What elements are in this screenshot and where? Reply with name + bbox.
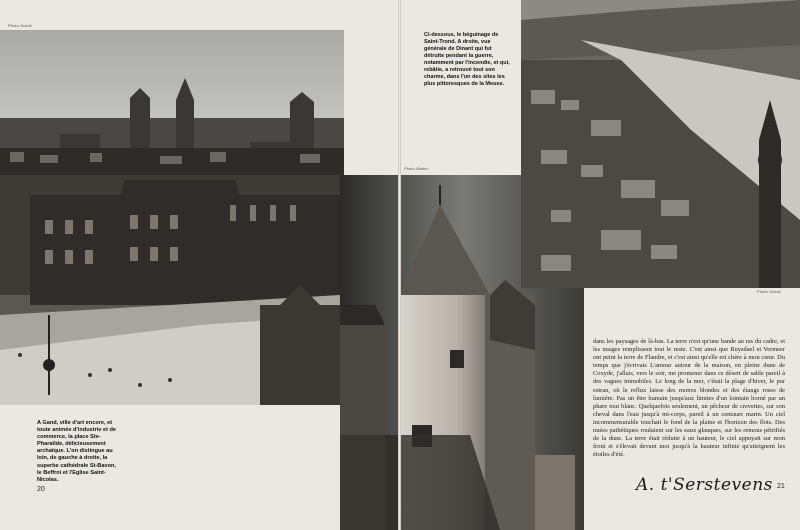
left-caption: A Gand, ville d'art encore, et toute animée d'industrie et de commerce, la place Ste-Pharaïlde, délicieusement archaïque. L'on distingue au loin, de gauche à droite, la superbe cathédrale St-Bavon, le Beffroi et l'Eglise Saint-Nicolas.: [37, 420, 117, 483]
page-gutter: [398, 0, 401, 530]
page-number-left: 20: [37, 486, 45, 493]
ghent-skyline-photo: [0, 30, 344, 175]
center-caption: Ci-dessous, le béguinage de Saint-Trond. A droite, vue générale de Dinant qui fut détruite pendant la guerre, notamment par l'incendie, et qui, rebâtie, a retrouvé tout son charme, dans l'un des sites les plus pittoresques de la Meuse.: [424, 32, 510, 87]
article-body-text: dans les paysages de là-bas. La terre n'est qu'une bande au ras du cadre, et les nuages remplissent tout le reste. C'est ainsi que Ruysdael et Vermeer ont peint la terre de Flandre, et c'est ainsi qu'elle est chère à mon cœur. Du temps que j'écrivais L'amour autour de la maison, en pleine dune de Coxyde, j'allais, vers le soir, me promener dans ce désert de sable pareil à des vagues immobiles. Le long de la mer, c'était la plage d'hiver, le pur estran, où le reflux laisse des moires blondes et des étangs roses de lumière. Pas un être humain jusqu'aux limites d'un lointain borné par un phare tout blanc. Quelquefois seulement, un pêcheur de crevettes, sur son cheval dans l'eau jusqu'à mi-corps, pareil à un centaure marin. Un ciel incommensurable touchait le fond de la plaine et l'horizon des flots. Des nuées pathétiques roulaient sur les eaux glauques, sur les remous pétrifiés de la dune. La terre était réduite à un hauteur, le ciel appuyait sur mon front et s'élevait devant moi jusqu'à la hauteur infinie qu'atteignent les étoiles d'été.: [593, 338, 785, 459]
dinant-aerial-photo: [521, 0, 800, 288]
center-photo-credit: Photo Walter: [404, 166, 429, 171]
right-photo-credit: Photo Schall: [757, 289, 781, 294]
left-photo-credit: Photo Schall: [8, 23, 32, 28]
page-number-right: 21: [777, 483, 785, 490]
author-signature: A. t'Serstevens: [636, 475, 773, 495]
place-ste-pharailde-photo: [0, 175, 340, 405]
